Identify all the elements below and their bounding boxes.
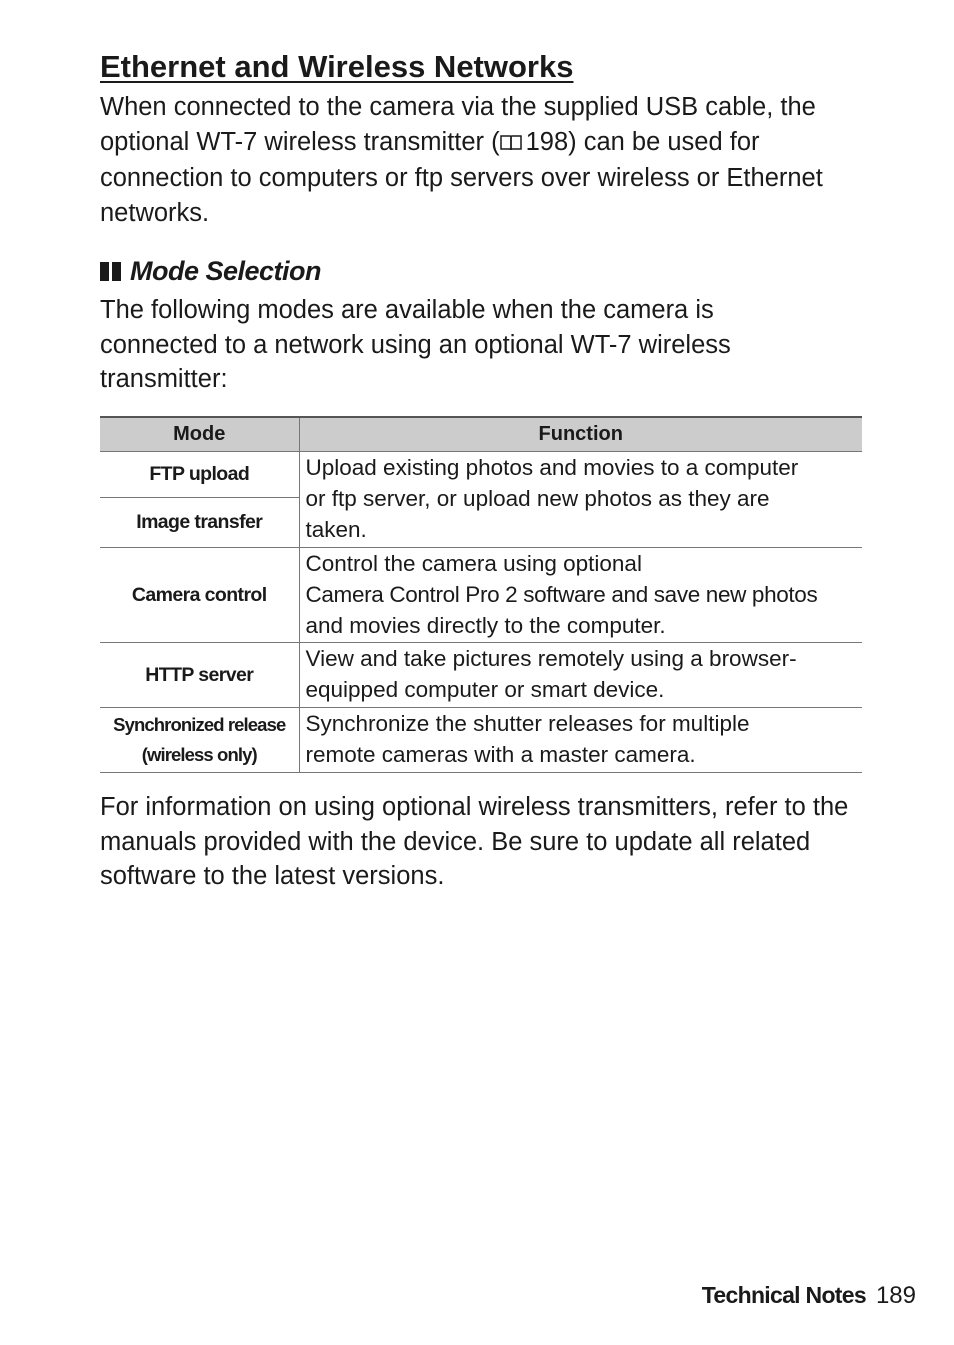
mode-table xyxy=(100,416,862,773)
section-heading-text: Mode Selection xyxy=(130,256,322,286)
page-footer xyxy=(702,1280,916,1311)
table-row xyxy=(100,643,862,708)
header-mode: Mode xyxy=(100,417,299,452)
mode-image-transfer: Image transfer xyxy=(100,498,299,548)
modes-intro-paragraph: The following modes are available when the camera is connected to a network using an optional WT-7 wireless transmitter: xyxy=(100,296,731,393)
footer-section-title: Technical Notes xyxy=(701,1282,866,1308)
page-reference[interactable]: 198 xyxy=(525,127,569,156)
double-bar-marker-icon xyxy=(100,262,122,281)
function-control-line-2: Camera Control Pro 2 software and save new photos xyxy=(305,582,818,607)
mode-camera-control: Camera control xyxy=(100,548,299,643)
mode-synchronized-release xyxy=(100,708,299,773)
function-synchronized-release xyxy=(299,708,862,773)
mode-ftp-upload: FTP upload xyxy=(100,452,299,498)
function-upload xyxy=(299,452,862,548)
table-row xyxy=(100,548,862,643)
intro-text-end: ) can be used for connection to computers or ftp servers over wireless or Ethernet networks. xyxy=(100,127,823,227)
mode-sync-line-2: (wireless only) xyxy=(141,744,257,765)
function-http-server xyxy=(299,643,862,708)
page-title: Ethernet and Wireless Networks xyxy=(100,49,574,84)
section-heading xyxy=(100,254,321,288)
table-row xyxy=(100,452,862,498)
header-function: Function xyxy=(299,417,862,452)
table-header-row xyxy=(100,417,862,452)
function-upload-line-2: or ftp server, or upload new photos as they are xyxy=(305,486,770,511)
function-control-line-1: Control the camera using optional xyxy=(305,551,642,576)
function-upload-line-3: taken. xyxy=(305,517,367,542)
function-upload-line-1: Upload existing photos and movies to a computer xyxy=(305,455,799,480)
function-sync-line-2: remote cameras with a master camera. xyxy=(305,742,696,767)
function-http-line-1: View and take pictures remotely using a browser- xyxy=(305,646,797,671)
mode-http-server: HTTP server xyxy=(100,643,299,708)
function-http-line-2: equipped computer or smart device. xyxy=(305,677,665,702)
book-icon xyxy=(500,127,522,162)
page-number: 189 xyxy=(875,1282,916,1309)
table-row xyxy=(100,708,862,773)
closing-paragraph: For information on using optional wireless transmitters, refer to the manuals provided with the device. Be sure to update all related software to the latest versions. xyxy=(100,793,849,890)
function-camera-control xyxy=(299,548,862,643)
intro-text-start: When connected to the camera via the supplied USB cable, the optional WT-7 wireless transmitter ( xyxy=(100,93,816,156)
mode-sync-line-1: Synchronized release xyxy=(113,714,286,735)
intro-paragraph xyxy=(100,90,870,230)
function-sync-line-1: Synchronize the shutter releases for multiple xyxy=(305,711,750,736)
function-control-line-3: and movies directly to the computer. xyxy=(305,613,666,638)
